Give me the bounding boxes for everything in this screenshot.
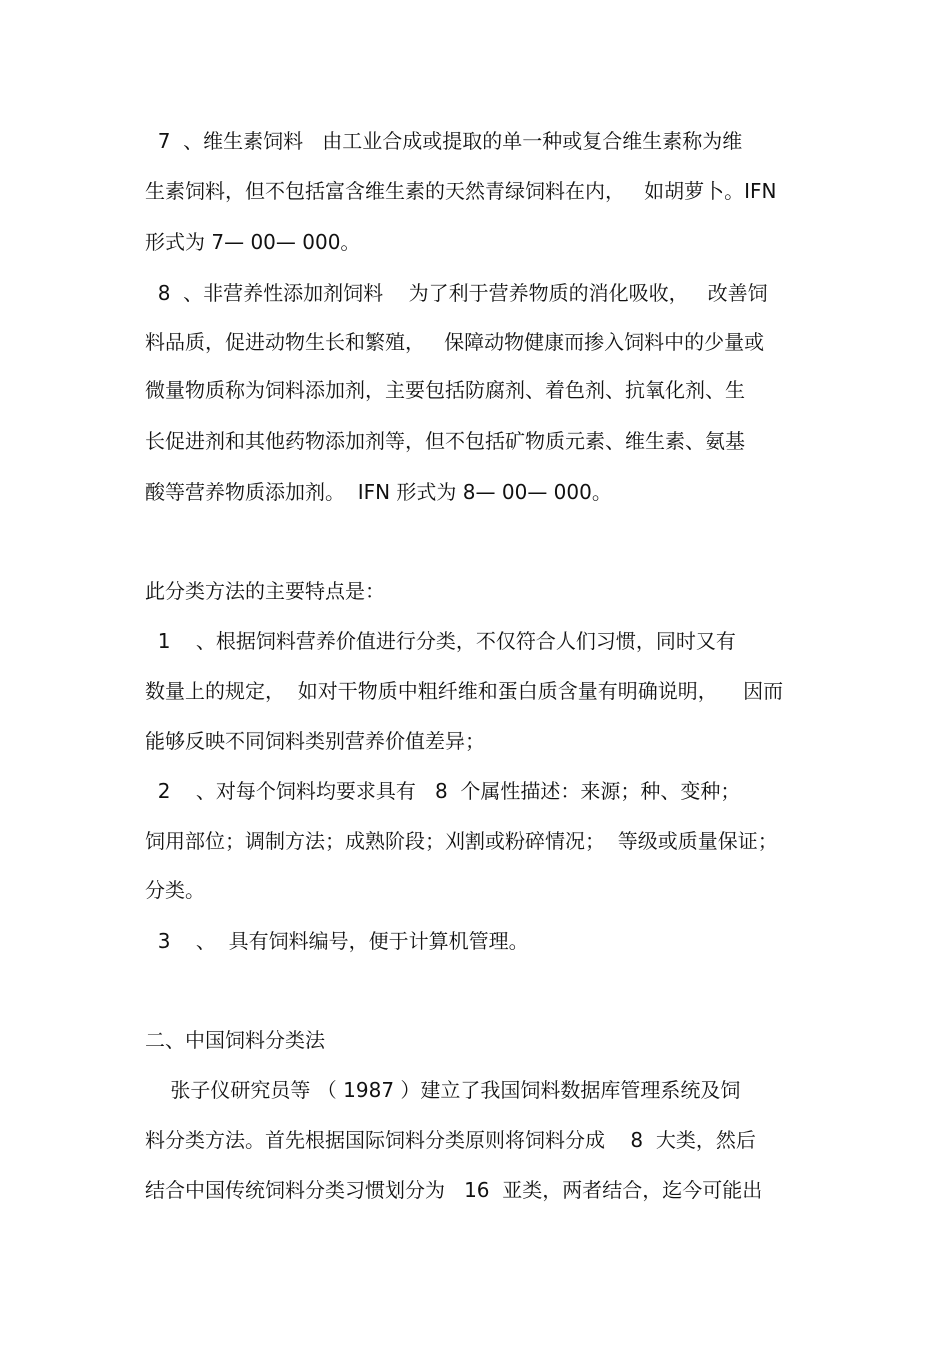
text-line-20: 结合中国传统饲料分类习惯划分为 16 亚类，两者结合，迄今可能出 [145, 1178, 763, 1202]
text-line-7: 长促进剂和其他药物添加剂等，但不包括矿物质元素、维生素、氨基 [145, 429, 745, 453]
text-line-8: 酸等营养物质添加剂。 IFN 形式为 8— 00— 000。 [145, 480, 612, 504]
text-line-10: 1 、根据饲料营养价值进行分类，不仅符合人们习惯，同时又有 [145, 629, 736, 653]
text-line-6: 微量物质称为饲料添加剂，主要包括防腐剂、着色剂、抗氧化剂、生 [145, 378, 745, 402]
text-line-19: 料分类方法。首先根据国际饲料分类原则将饲料分成 8 大类，然后 [145, 1128, 756, 1152]
text-line-4: 8 、非营养性添加剂饲料 为了利于营养物质的消化吸收， 改善饲 [145, 281, 768, 305]
text-line-9: 此分类方法的主要特点是： [145, 579, 385, 603]
text-line-2: 生素饲料，但不包括富含维生素的天然青绿饲料在内， 如胡萝卜。IFN [145, 179, 777, 203]
text-line-3: 形式为 7— 00— 000。 [145, 230, 361, 254]
text-line-1: 7 、维生素饲料 由工业合成或提取的单一种或复合维生素称为维 [145, 129, 743, 153]
section-heading: 二、中国饲料分类法 [145, 1028, 325, 1052]
text-line-13: 2 、对每个饲料均要求具有 8 个属性描述：来源；种、变种； [145, 779, 741, 803]
text-line-5: 料品质，促进动物生长和繁殖， 保障动物健康而掺入饲料中的少量或 [145, 330, 765, 354]
text-line-11: 数量上的规定， 如对干物质中粗纤维和蛋白质含量有明确说明， 因而 [145, 679, 784, 703]
text-line-15: 分类。 [145, 878, 205, 902]
text-line-18: 张子仪研究员等 （ 1987 ）建立了我国饲料数据库管理系统及饲 [145, 1078, 741, 1102]
text-line-16: 3 、 具有饲料编号，便于计算机管理。 [145, 929, 529, 953]
text-line-12: 能够反映不同饲料类别营养价值差异； [145, 729, 485, 753]
text-line-14: 饲用部位；调制方法；成熟阶段；刈割或粉碎情况； 等级或质量保证； [145, 829, 778, 853]
